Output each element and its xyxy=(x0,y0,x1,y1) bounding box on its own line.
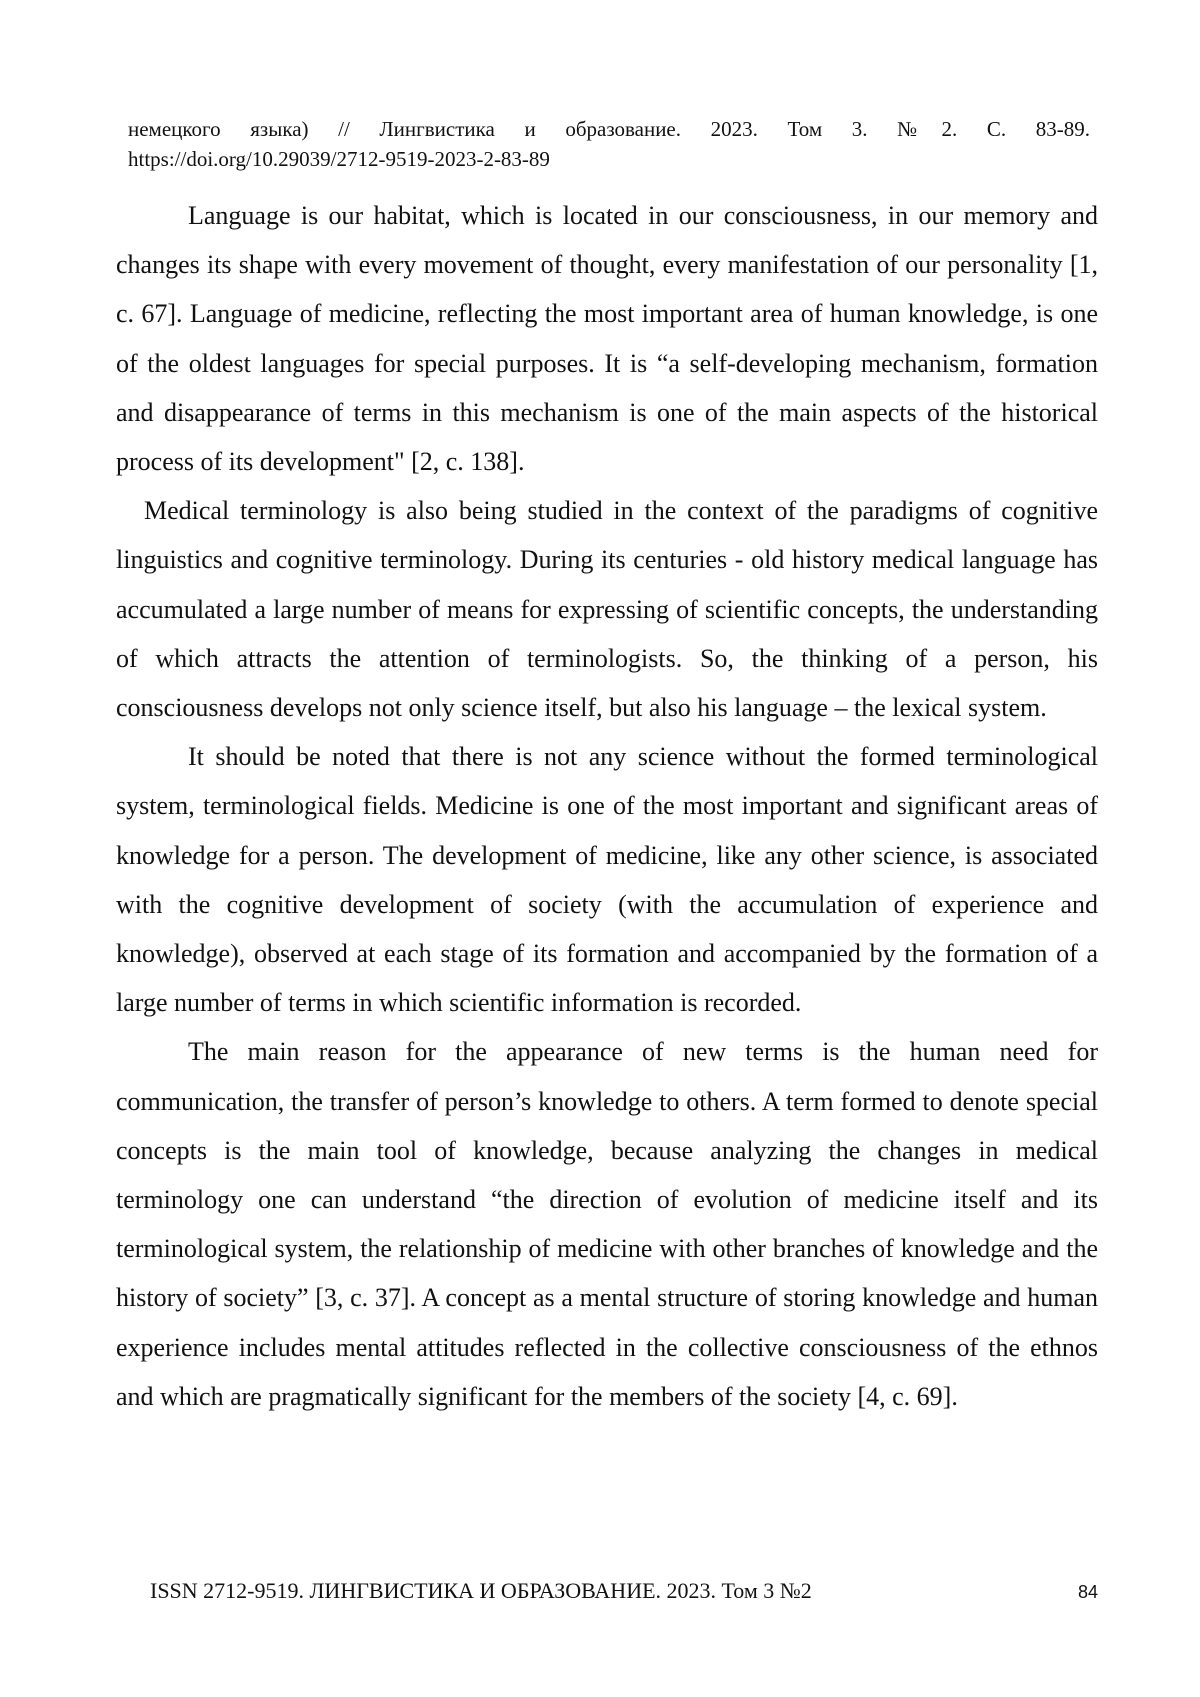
article-body xyxy=(116,191,1098,1421)
paragraph-3: It should be noted that there is not any science without the formed terminological system, terminological fields. Medicine is one of the most important and significant areas of knowledge for a person. The development of medicine, like any other science, is associated with the cognitive development of society (with the accumulation of experience and knowledge), observed at each stage of its formation and accompanied by the formation of a large number of terms in which scientific information is recorded. xyxy=(116,742,1098,1018)
journal-footer: ISSN 2712-9519. ЛИНГВИСТИКА И ОБРАЗОВАНИЕ. 2023. Том 3 №2 xyxy=(150,1578,812,1603)
doi-link[interactable]: https://doi.org/10.29039/2712-9519-2023-2-83-89 xyxy=(128,147,550,171)
reference-citation xyxy=(128,114,1090,174)
paragraph-4: The main reason for the appearance of new terms is the human need for communication, the transfer of person’s knowledge to others. A term formed to denote special concepts is the main tool of knowledge, because analyzing the changes in medical terminology one can understand “the direction of evolution of medicine itself and its terminological system, the relationship of medicine with other branches of knowledge and the history of society” [3, с. 37]. A concept as a mental structure of storing knowledge and human experience includes mental attitudes reflected in the collective consciousness of the ethnos and which are pragmatically significant for the members of the society [4, с. 69]. xyxy=(116,1037,1098,1411)
paragraph-2: Medical terminology is also being studied in the context of the paradigms of cognitive linguistics and cognitive terminology. During its centuries - old history medical language has accumulated a large number of means for expressing of scientific concepts, the understanding of which attracts the attention of terminologists. So, the thinking of a person, his consciousness develops not only science itself, but also his language – the lexical system. xyxy=(116,496,1098,723)
citation-line: немецкого языка) // Лингвистика и образование. 2023. Том 3. №2. С. 83-89. xyxy=(128,117,1090,141)
paragraph-1: Language is our habitat, which is located in our consciousness, in our memory and changes its shape with every movement of thought, every manifestation of our personality [1, с. 67]. Language of medicine, reflecting the most important area of human knowledge, is one of the oldest languages for special purposes. It is “a self-developing mechanism, formation and disappearance of terms in this mechanism is one of the main aspects of the historical process of its development" [2, с. 138]. xyxy=(116,201,1098,477)
page-number: 84 xyxy=(1077,1582,1098,1602)
